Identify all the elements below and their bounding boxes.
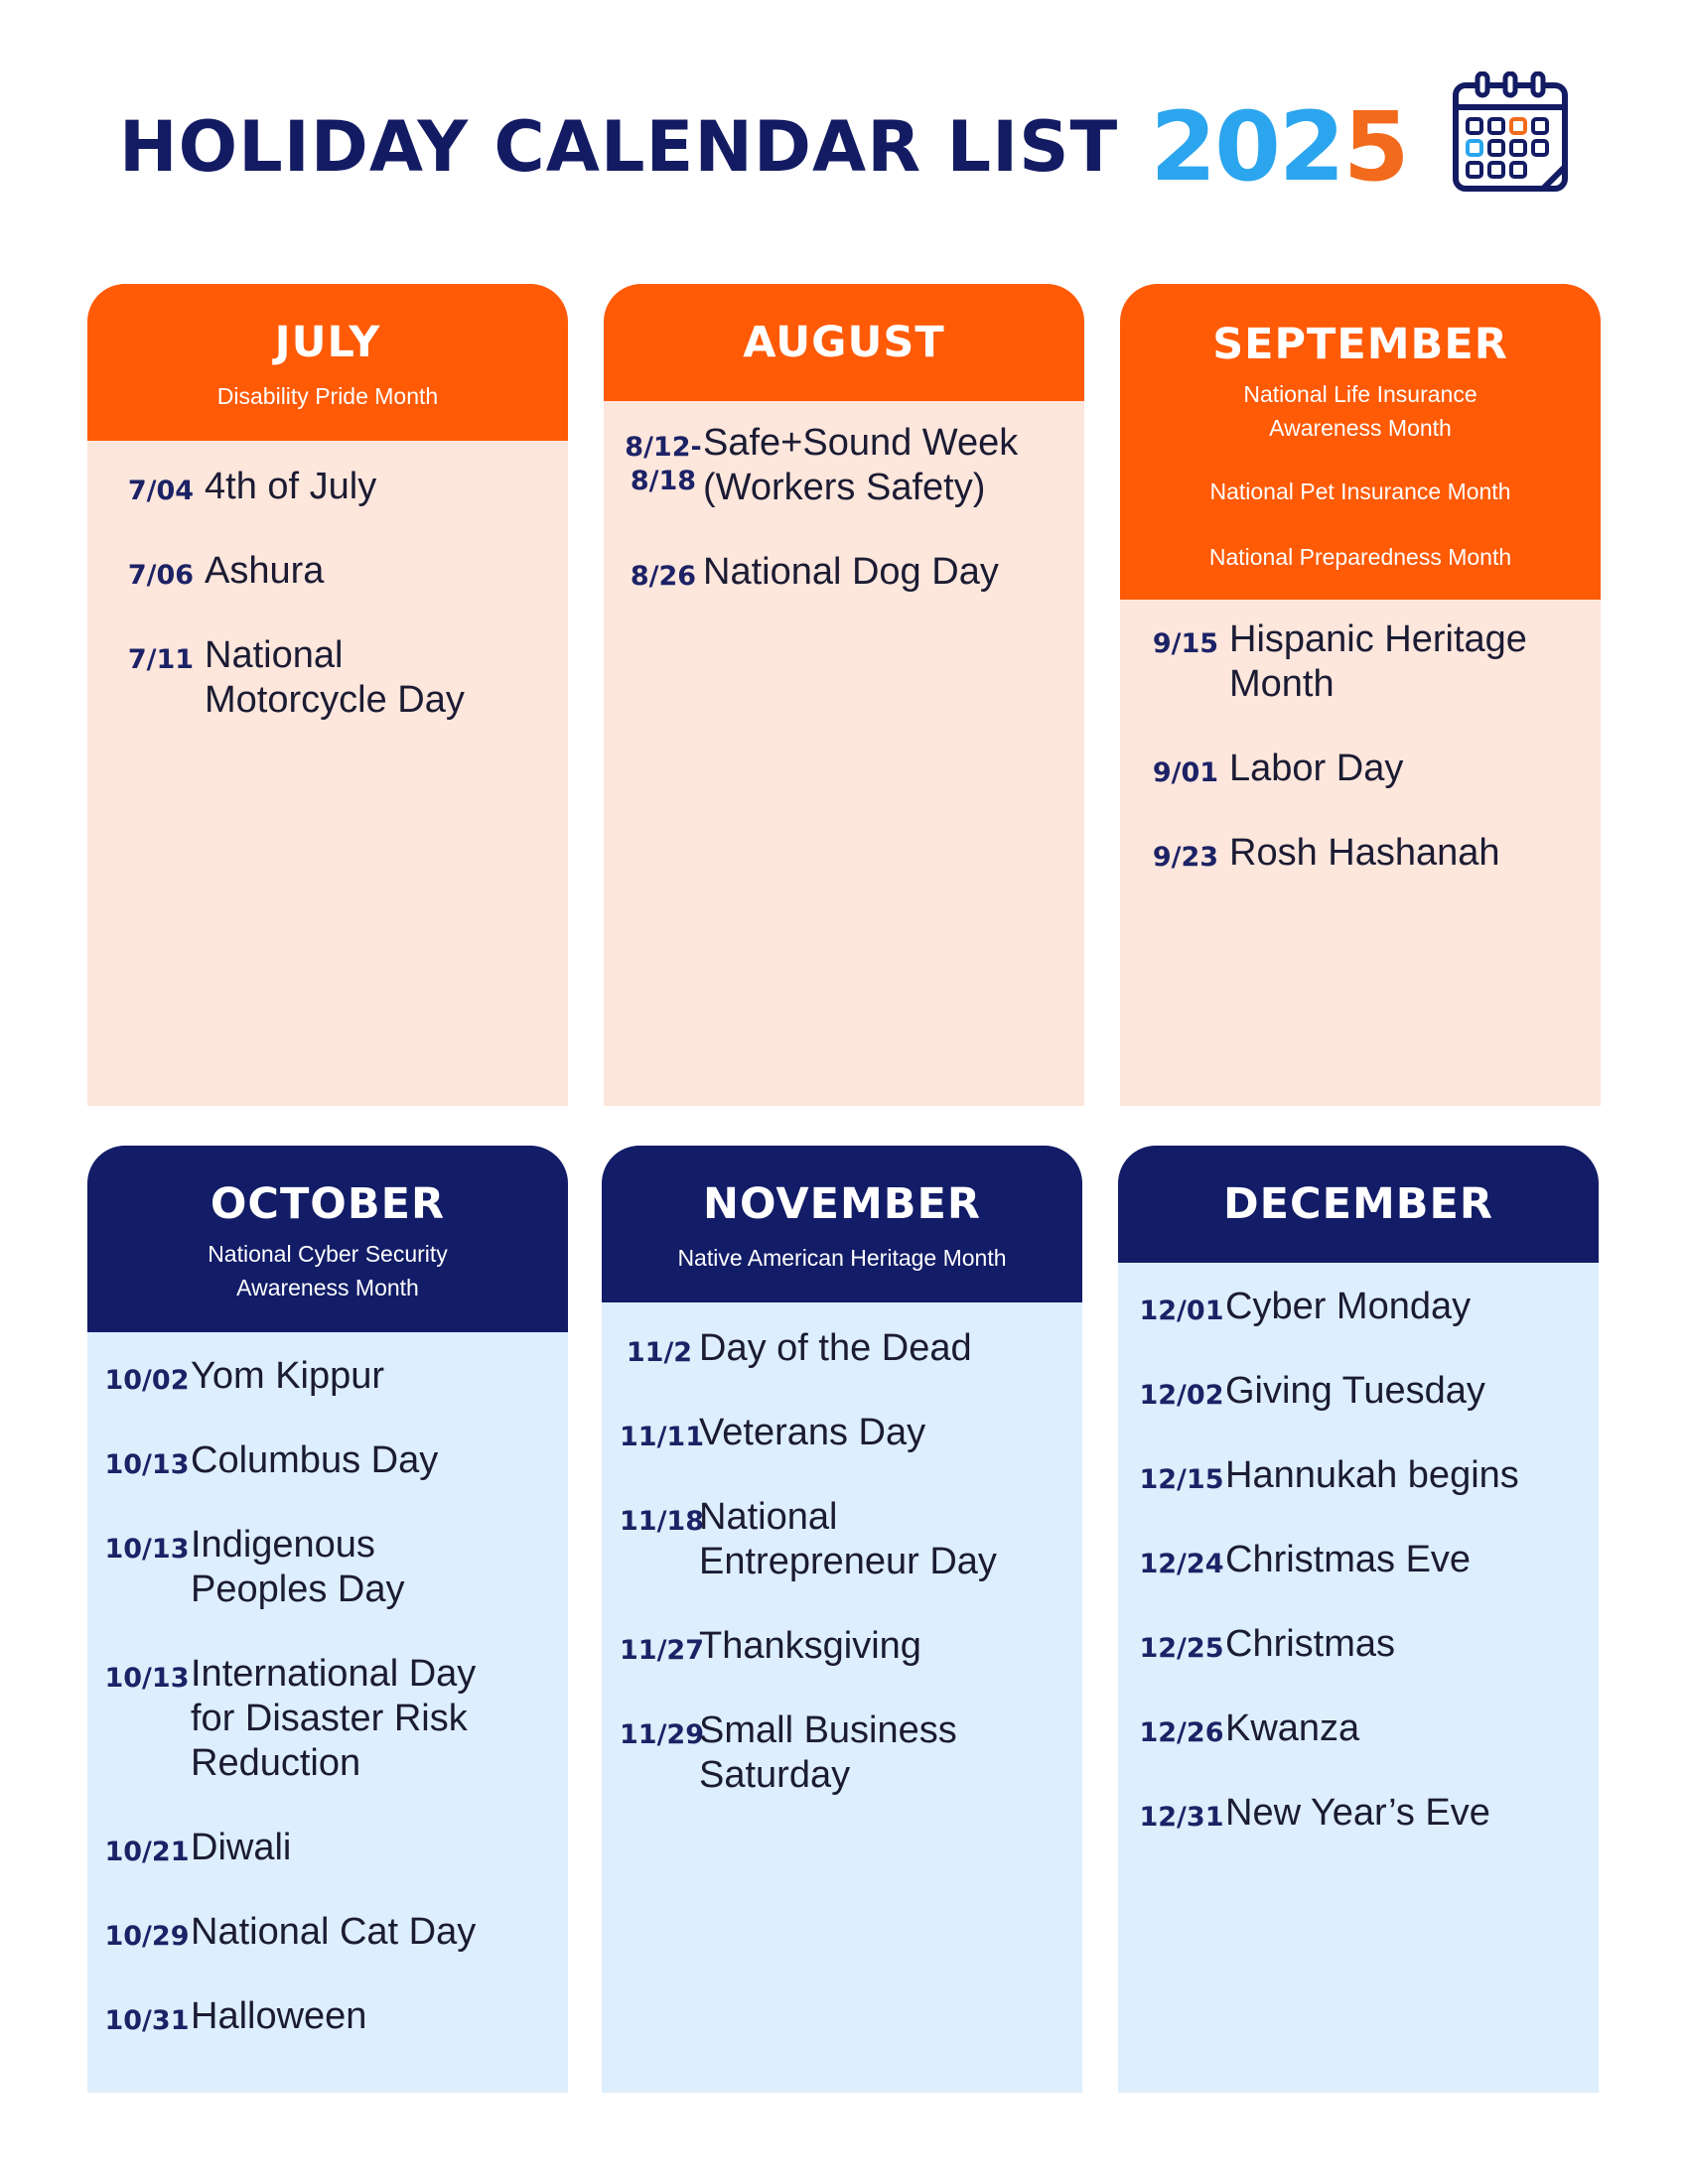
holiday-date: 12/31: [1139, 1802, 1224, 1833]
holiday-name: Cyber Monday: [1225, 1286, 1472, 1327]
month-subtitle: Disability Pride Month: [216, 383, 439, 409]
holiday-item: [1142, 747, 1601, 791]
holiday-date: 11/2: [626, 1337, 693, 1368]
holiday-item: [620, 1411, 1082, 1455]
month-header: [604, 284, 1084, 401]
month-subtitle: National Preparedness Month: [1208, 544, 1512, 570]
holiday-date: 11/27: [620, 1635, 705, 1666]
holiday-list: [624, 421, 1084, 595]
holiday-name: Columbus Day: [191, 1439, 439, 1481]
month-body: [87, 441, 568, 1106]
holiday-item: [117, 465, 568, 509]
holiday-date: 10/13: [104, 1534, 190, 1565]
holiday-name: Rosh Hashanah: [1229, 832, 1500, 874]
holiday-name: Ashura: [205, 550, 325, 592]
month-body: [602, 1302, 1082, 2093]
holiday-date: 7/06: [127, 560, 195, 591]
holiday-list: [1138, 1285, 1599, 1836]
holiday-item: [117, 633, 568, 723]
holiday-item: [117, 549, 568, 594]
month-header: [87, 1146, 568, 1332]
holiday-name: Day of the Dead: [699, 1327, 972, 1369]
holiday-name: National Dog Day: [703, 551, 999, 593]
holiday-item: [103, 1826, 568, 1870]
month-subtitle: National Pet Insurance Month: [1209, 478, 1511, 504]
month-body: [1120, 600, 1601, 1106]
holiday-item: [620, 1495, 1082, 1584]
holiday-date: 9/23: [1152, 842, 1219, 873]
holiday-name: Yom Kippur: [191, 1355, 385, 1397]
holiday-date: 9/15: [1152, 628, 1219, 659]
month-card-october: [87, 1146, 568, 2093]
holiday-date: 12/26: [1139, 1717, 1224, 1748]
holiday-date: 10/29: [104, 1921, 190, 1952]
holiday-name: Christmas Eve: [1225, 1539, 1472, 1580]
holiday-date: 12/25: [1139, 1633, 1224, 1664]
month-card-july: [87, 284, 568, 1106]
holiday-item: [103, 1438, 568, 1483]
holiday-date: 11/18: [620, 1506, 705, 1537]
holiday-name: Kwanza: [1225, 1707, 1360, 1749]
month-body: [1118, 1263, 1599, 2093]
month-subtitle: Native American Heritage Month: [677, 1245, 1007, 1271]
month-body: [87, 1332, 568, 2093]
holiday-item: [1142, 831, 1601, 876]
holiday-date: 12/02: [1139, 1380, 1224, 1411]
holiday-list: [103, 1354, 568, 2039]
month-card-august: [604, 284, 1084, 1106]
holiday-name: Christmas: [1225, 1623, 1396, 1665]
holiday-item: [103, 1354, 568, 1399]
calendar-icon: [1452, 71, 1573, 197]
holiday-date: 10/21: [104, 1837, 190, 1867]
holiday-date: 11/29: [620, 1719, 705, 1750]
holiday-item: [1138, 1369, 1599, 1414]
holiday-name: Small Business Saturday: [699, 1709, 957, 1796]
holiday-item: [1138, 1706, 1599, 1751]
holiday-item: [1138, 1538, 1599, 1582]
holiday-date: 7/04: [127, 476, 195, 506]
holiday-name: Hispanic Heritage Month: [1229, 618, 1527, 705]
month-subtitle: National Cyber Security Awareness Month: [208, 1241, 448, 1300]
holiday-date: 8/26: [630, 561, 697, 592]
title-year-part-b: 5: [1342, 91, 1408, 203]
holiday-name: National Entrepreneur Day: [699, 1496, 997, 1582]
holiday-date: 10/31: [104, 2005, 190, 2036]
holiday-date: 10/13: [104, 1663, 190, 1694]
holiday-item: [620, 1708, 1082, 1798]
month-body: [604, 401, 1084, 1106]
holiday-name: Veterans Day: [699, 1412, 926, 1453]
holiday-name: National Cat Day: [191, 1911, 477, 1953]
month-header: [87, 284, 568, 441]
holiday-date: 8/12- 8/18: [625, 432, 702, 496]
month-card-november: [602, 1146, 1082, 2093]
holiday-date: 12/01: [1139, 1296, 1224, 1326]
holiday-item: [620, 1326, 1082, 1371]
holiday-date: 7/11: [127, 644, 195, 675]
holiday-date: 12/15: [1139, 1464, 1224, 1495]
holiday-item: [1138, 1285, 1599, 1329]
month-name: NOVEMBER: [702, 1179, 982, 1229]
month-name: DECEMBER: [1222, 1179, 1494, 1229]
holiday-name: Halloween: [191, 1995, 367, 2037]
title-year: [1150, 91, 1407, 203]
month-name: JULY: [274, 318, 381, 367]
page-title: [119, 77, 1408, 216]
holiday-item: [103, 1994, 568, 2039]
holiday-date: 10/02: [104, 1365, 190, 1396]
holiday-item: [620, 1624, 1082, 1669]
holiday-item: [1142, 617, 1601, 707]
holiday-item: [1138, 1453, 1599, 1498]
holiday-name: Indigenous Peoples Day: [191, 1524, 405, 1610]
holiday-list: [1142, 617, 1601, 876]
holiday-item: [103, 1523, 568, 1612]
holiday-name: 4th of July: [205, 466, 377, 507]
month-name: SEPTEMBER: [1212, 320, 1508, 369]
holiday-item: [1138, 1791, 1599, 1836]
holiday-list: [620, 1326, 1082, 1798]
holiday-item: [624, 421, 1084, 510]
holiday-name: New Year’s Eve: [1225, 1792, 1490, 1834]
holiday-name: International Day for Disaster Risk Reduction: [191, 1653, 477, 1784]
month-header: [1120, 284, 1601, 600]
month-header: [1118, 1146, 1599, 1263]
month-name: AUGUST: [743, 318, 945, 367]
month-card-december: [1118, 1146, 1599, 2093]
holiday-date: 10/13: [104, 1449, 190, 1480]
month-name: OCTOBER: [210, 1179, 446, 1229]
title-year-part-a: 202: [1150, 91, 1343, 203]
holiday-item: [103, 1652, 568, 1786]
holiday-name: Giving Tuesday: [1225, 1370, 1485, 1412]
holiday-date: 9/01: [1152, 757, 1219, 788]
title-text: HOLIDAY CALENDAR LIST: [119, 106, 1119, 188]
holiday-item: [624, 550, 1084, 595]
holiday-name: National Motorcycle Day: [205, 634, 465, 721]
holiday-name: Hannukah begins: [1225, 1454, 1519, 1496]
holiday-date: 11/11: [620, 1422, 705, 1452]
holiday-name: Labor Day: [1229, 748, 1404, 789]
month-subtitle: National Life Insurance Awareness Month: [1243, 381, 1477, 441]
holiday-name: Thanksgiving: [699, 1625, 921, 1667]
holiday-name: Diwali: [191, 1827, 292, 1868]
holiday-date: 12/24: [1139, 1549, 1224, 1579]
holiday-list: [117, 465, 568, 723]
holiday-name: Safe+Sound Week (Workers Safety): [703, 422, 1019, 508]
month-card-september: [1120, 284, 1601, 1106]
holiday-item: [103, 1910, 568, 1955]
holiday-item: [1138, 1622, 1599, 1667]
month-header: [602, 1146, 1082, 1302]
